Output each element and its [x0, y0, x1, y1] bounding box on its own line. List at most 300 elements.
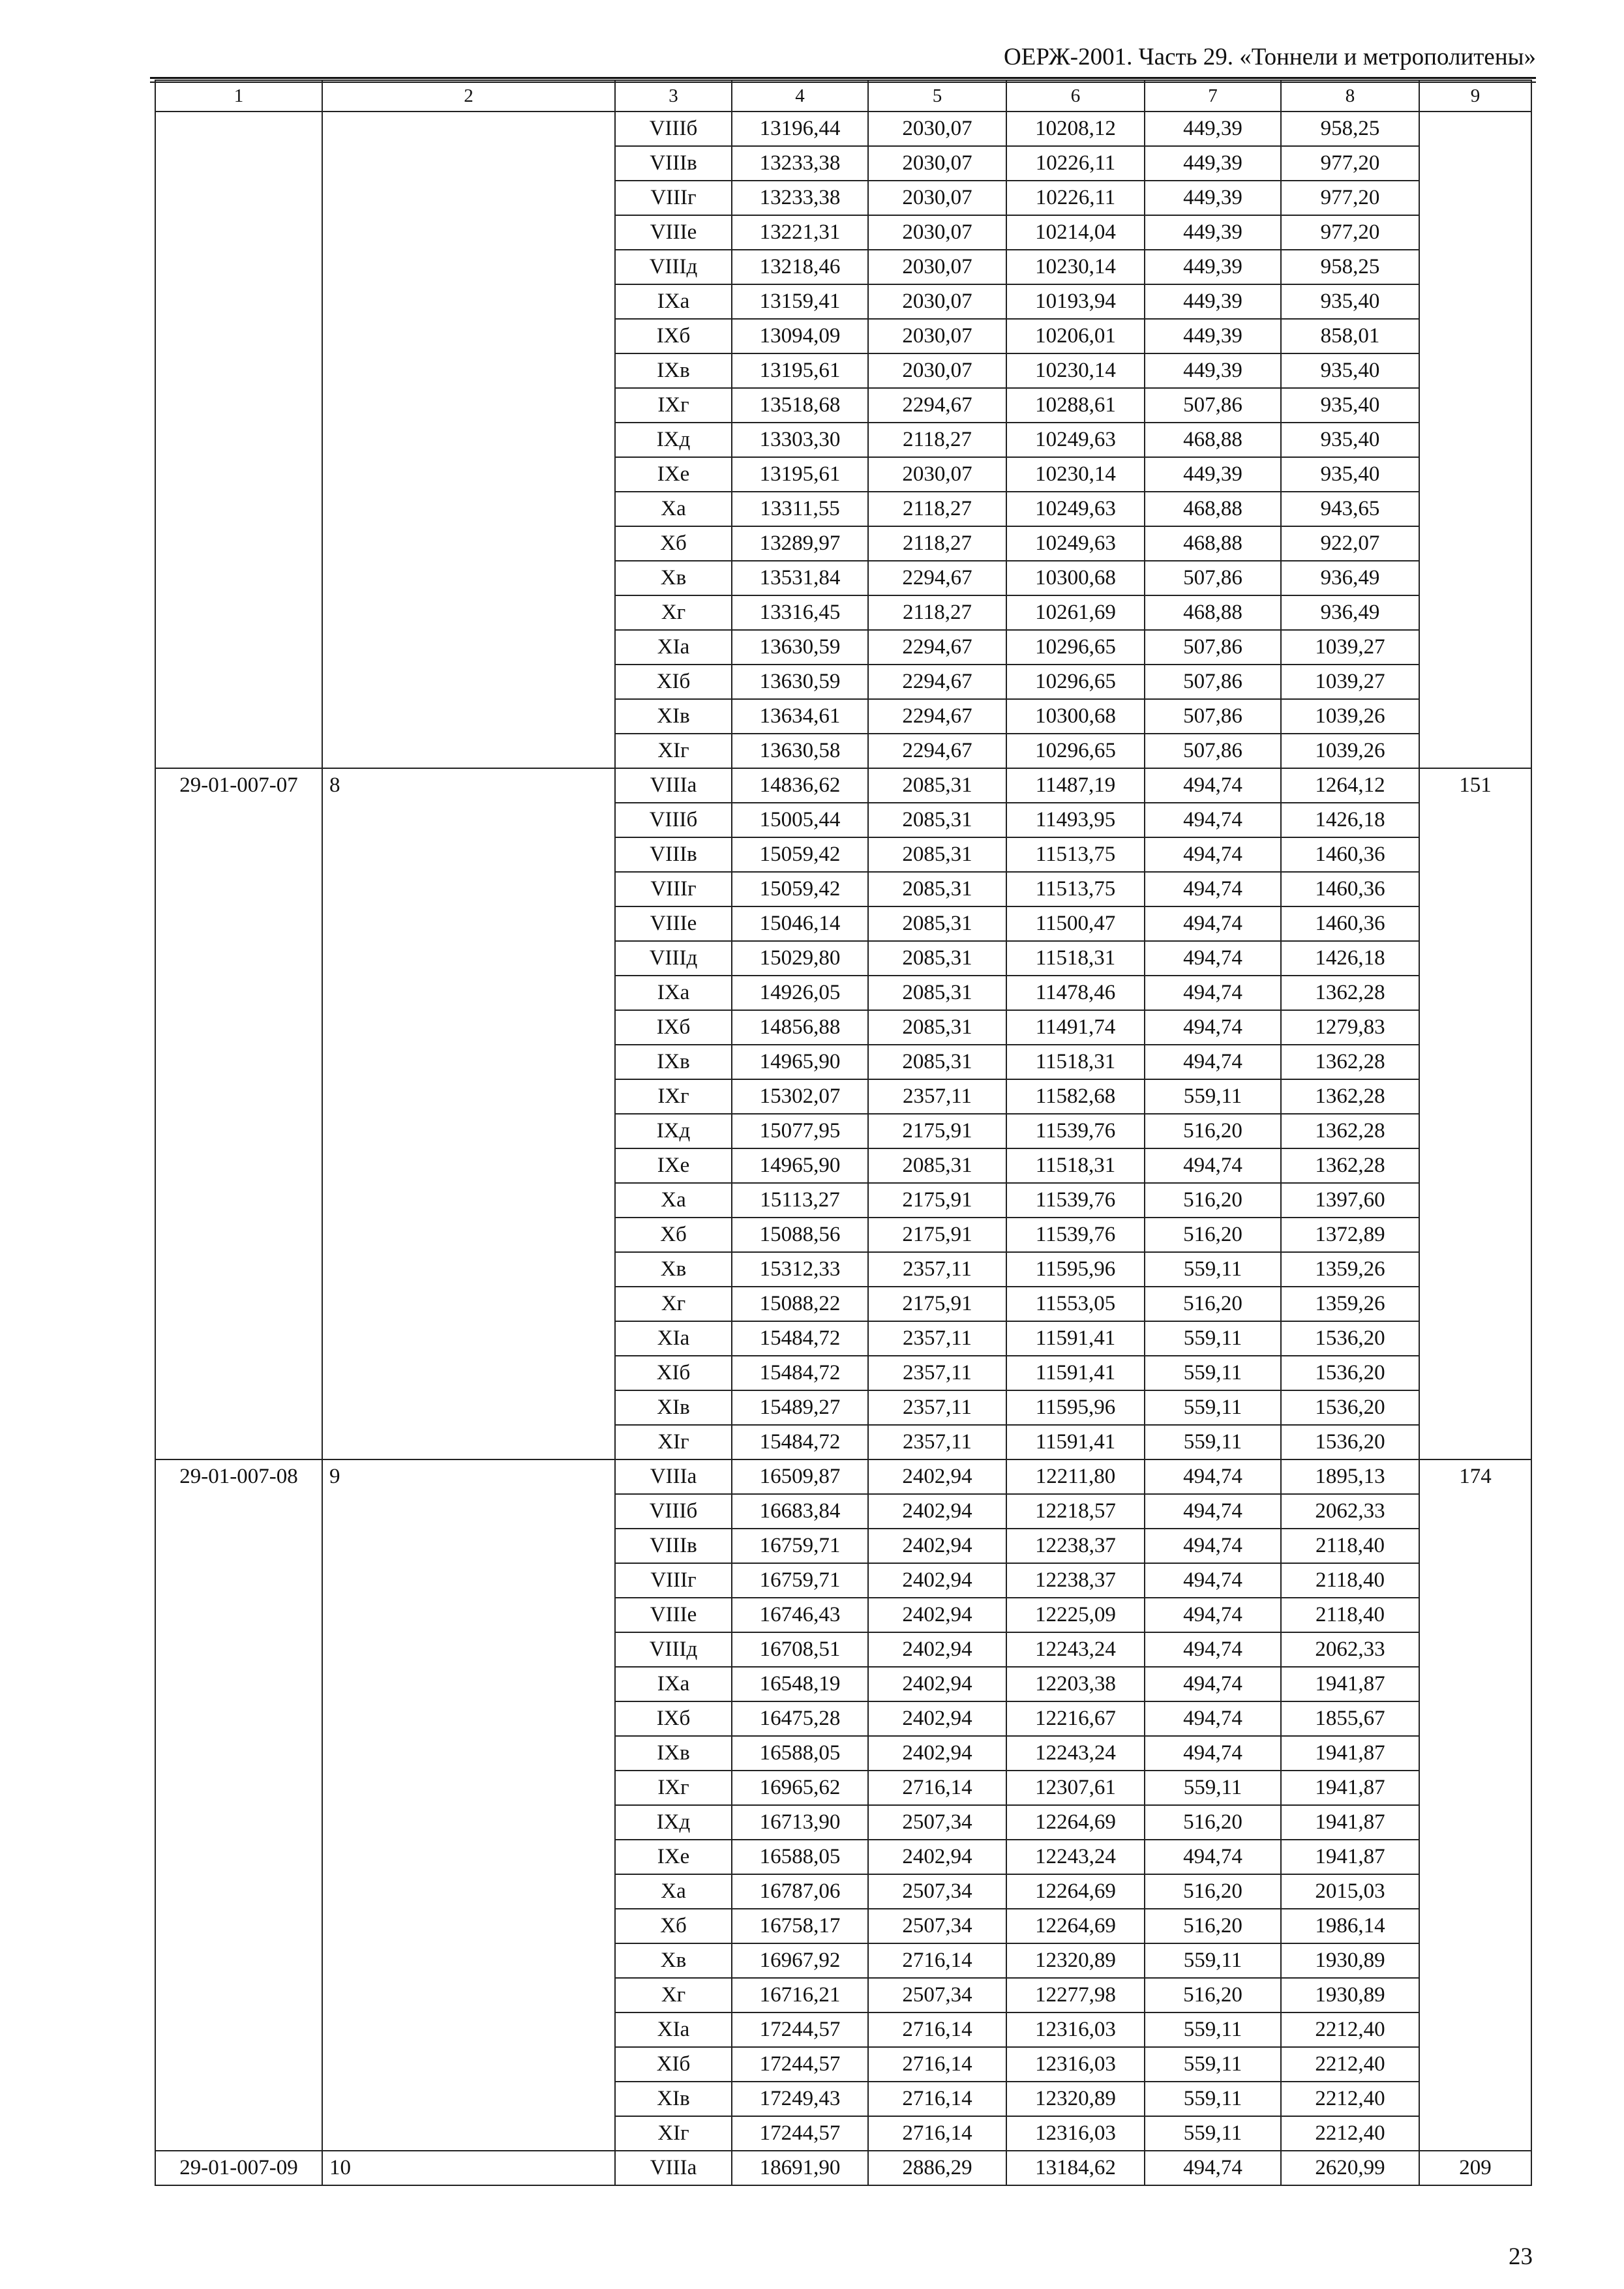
column-number: 1 [155, 80, 322, 112]
cell-wages: 2357,11 [868, 1390, 1006, 1425]
cell-machine-cost: 11513,75 [1006, 872, 1145, 906]
cell-machinist-wages: 494,74 [1145, 1598, 1281, 1632]
cell-wages: 2030,07 [868, 112, 1006, 146]
cell-machine-cost: 12238,37 [1006, 1563, 1145, 1598]
cell-total-cost: 15005,44 [732, 803, 868, 837]
cell-class: XIб [615, 665, 732, 699]
cell-machine-cost: 10249,63 [1006, 492, 1145, 526]
cell-machine-cost: 11493,95 [1006, 803, 1145, 837]
cell-materials: 1536,20 [1281, 1390, 1419, 1425]
cell-wages: 2402,94 [868, 1736, 1006, 1771]
cell-wages: 2030,07 [868, 146, 1006, 181]
cell-class: Xг [615, 595, 732, 630]
cell-machinist-wages: 449,39 [1145, 353, 1281, 388]
cell-machine-cost: 12277,98 [1006, 1978, 1145, 2012]
cell-total-cost: 16759,71 [732, 1529, 868, 1563]
cell-wages: 2507,34 [868, 1805, 1006, 1840]
cell-machine-cost: 11591,41 [1006, 1425, 1145, 1459]
table-row [155, 1459, 1531, 1494]
cell-total-cost: 15059,42 [732, 872, 868, 906]
cell-materials: 922,07 [1281, 526, 1419, 561]
column-number-row [155, 80, 1531, 112]
cell-total-cost: 14965,90 [732, 1045, 868, 1079]
column-number: 7 [1145, 80, 1281, 112]
cell-machinist-wages: 494,74 [1145, 1148, 1281, 1183]
cell-wages: 2085,31 [868, 837, 1006, 872]
cell-wages: 2175,91 [868, 1218, 1006, 1252]
cell-machinist-wages: 559,11 [1145, 2116, 1281, 2151]
cell-machinist-wages: 494,74 [1145, 1736, 1281, 1771]
cell-machine-cost: 12243,24 [1006, 1840, 1145, 1874]
cell-wages: 2357,11 [868, 1356, 1006, 1390]
cell-materials: 2212,40 [1281, 2082, 1419, 2116]
cell-total-cost: 15484,72 [732, 1321, 868, 1356]
cell-class: IXв [615, 1736, 732, 1771]
cell-machine-cost: 10249,63 [1006, 526, 1145, 561]
cell-total-cost: 17249,43 [732, 2082, 868, 2116]
cell-total-cost: 13233,38 [732, 181, 868, 215]
cell-machine-cost: 11518,31 [1006, 941, 1145, 976]
page-header [150, 38, 1536, 77]
cell-machine-cost: 10193,94 [1006, 284, 1145, 319]
cell-wages: 2357,11 [868, 1252, 1006, 1287]
cell-machine-cost: 10300,68 [1006, 561, 1145, 595]
cell-total-cost: 16716,21 [732, 1978, 868, 2012]
cell-machinist-wages: 507,86 [1145, 388, 1281, 423]
cell-wages: 2085,31 [868, 976, 1006, 1010]
cell-machine-cost: 11478,46 [1006, 976, 1145, 1010]
cell-total-cost: 13634,61 [732, 699, 868, 734]
cell-class: IXг [615, 388, 732, 423]
cell-wages: 2507,34 [868, 1874, 1006, 1909]
cell-class: VIIIд [615, 941, 732, 976]
cell-total-cost: 17244,57 [732, 2012, 868, 2047]
cell-machinist-wages: 559,11 [1145, 2012, 1281, 2047]
cell-machine-cost: 12320,89 [1006, 2082, 1145, 2116]
cell-total-cost: 16746,43 [732, 1598, 868, 1632]
cell-machinist-wages: 449,39 [1145, 215, 1281, 250]
cell-total-cost: 13221,31 [732, 215, 868, 250]
document-title: ОЕРЖ-2001. Часть 29. «Тоннели и метрополитены» [1004, 44, 1536, 70]
cell-machinist-wages: 449,39 [1145, 112, 1281, 146]
cell-machinist-wages: 494,74 [1145, 1459, 1281, 1494]
cell-total-cost: 16759,71 [732, 1563, 868, 1598]
cell-wages: 2030,07 [868, 215, 1006, 250]
cell-materials: 936,49 [1281, 561, 1419, 595]
cell-class: XIа [615, 2012, 732, 2047]
cell-class: Xа [615, 492, 732, 526]
cell-machine-cost: 12238,37 [1006, 1529, 1145, 1563]
cell-machinist-wages: 559,11 [1145, 1425, 1281, 1459]
cell-materials: 1941,87 [1281, 1736, 1419, 1771]
cell-materials: 1039,27 [1281, 630, 1419, 665]
cell-materials: 1986,14 [1281, 1909, 1419, 1943]
cell-total-cost: 15046,14 [732, 906, 868, 941]
cell-wages: 2030,07 [868, 250, 1006, 284]
cell-machinist-wages: 559,11 [1145, 2047, 1281, 2082]
cell-machinist-wages: 559,11 [1145, 1321, 1281, 1356]
cell-machinist-wages: 494,74 [1145, 1045, 1281, 1079]
column-number: 5 [868, 80, 1006, 112]
cell-machine-cost: 11518,31 [1006, 1045, 1145, 1079]
cell-wages: 2402,94 [868, 1563, 1006, 1598]
cell-wages: 2294,67 [868, 734, 1006, 768]
cell-wages: 2085,31 [868, 768, 1006, 803]
cell-materials: 1460,36 [1281, 906, 1419, 941]
cell-materials: 936,49 [1281, 595, 1419, 630]
cell-materials: 2620,99 [1281, 2151, 1419, 2185]
cell-materials: 1426,18 [1281, 803, 1419, 837]
cell-wages: 2402,94 [868, 1529, 1006, 1563]
cell-machinist-wages: 494,74 [1145, 1632, 1281, 1667]
cell-total-cost: 13195,61 [732, 353, 868, 388]
cell-materials: 1362,28 [1281, 1114, 1419, 1148]
cell-wages: 2085,31 [868, 941, 1006, 976]
cell-wages: 2030,07 [868, 319, 1006, 353]
table-body [155, 80, 1531, 2185]
cell-machinist-wages: 516,20 [1145, 1874, 1281, 1909]
cell-class: XIг [615, 734, 732, 768]
cell-class: IXд [615, 423, 732, 457]
cell-class: IXе [615, 1148, 732, 1183]
cell-total-cost: 16787,06 [732, 1874, 868, 1909]
cell-machine-cost: 10296,65 [1006, 665, 1145, 699]
cell-materials: 1536,20 [1281, 1425, 1419, 1459]
cell-machinist-wages: 494,74 [1145, 941, 1281, 976]
cell-machine-cost: 10261,69 [1006, 595, 1145, 630]
cell-wages: 2085,31 [868, 803, 1006, 837]
cell-machine-cost: 11500,47 [1006, 906, 1145, 941]
cell-wages: 2716,14 [868, 1943, 1006, 1978]
cell-machinist-wages: 494,74 [1145, 1529, 1281, 1563]
cell-materials: 858,01 [1281, 319, 1419, 353]
cell-wages: 2507,34 [868, 1909, 1006, 1943]
cell-class: VIIIд [615, 1632, 732, 1667]
cell-materials: 1536,20 [1281, 1356, 1419, 1390]
cell-class: Xв [615, 1943, 732, 1978]
cell-class: IXг [615, 1079, 732, 1114]
cell-materials: 935,40 [1281, 388, 1419, 423]
cell-wages: 2357,11 [868, 1321, 1006, 1356]
cell-total-cost: 17244,57 [732, 2116, 868, 2151]
cell-wages: 2294,67 [868, 388, 1006, 423]
cell-total-cost: 16967,92 [732, 1943, 868, 1978]
cell-class: Xг [615, 1978, 732, 2012]
cell-materials: 958,25 [1281, 250, 1419, 284]
cell-materials: 2118,40 [1281, 1598, 1419, 1632]
cell-machinist-wages: 516,20 [1145, 1218, 1281, 1252]
cell-total-cost: 16713,90 [732, 1805, 868, 1840]
price-table [155, 80, 1532, 2186]
cell-wages: 2030,07 [868, 457, 1006, 492]
cell-materials: 1855,67 [1281, 1701, 1419, 1736]
cell-wages: 2175,91 [868, 1287, 1006, 1321]
cell-machinist-wages: 559,11 [1145, 1943, 1281, 1978]
cell-class: VIIIг [615, 872, 732, 906]
cell-wages: 2085,31 [868, 872, 1006, 906]
cell-wages: 2294,67 [868, 699, 1006, 734]
cell-total-cost: 13518,68 [732, 388, 868, 423]
cell-class: XIг [615, 1425, 732, 1459]
cell-machinist-wages: 449,39 [1145, 181, 1281, 215]
cell-materials: 1426,18 [1281, 941, 1419, 976]
cell-total-cost: 13531,84 [732, 561, 868, 595]
cell-materials: 1941,87 [1281, 1771, 1419, 1805]
cell-materials: 1359,26 [1281, 1287, 1419, 1321]
cell-materials: 2062,33 [1281, 1632, 1419, 1667]
cell-class: IXд [615, 1805, 732, 1840]
cell-total-cost: 14926,05 [732, 976, 868, 1010]
cell-total-cost: 15302,07 [732, 1079, 868, 1114]
cell-wages: 2402,94 [868, 1840, 1006, 1874]
cell-machinist-wages: 468,88 [1145, 492, 1281, 526]
cell-total-cost: 13233,38 [732, 146, 868, 181]
cell-machinist-wages: 516,20 [1145, 1978, 1281, 2012]
cell-machinist-wages: 559,11 [1145, 1079, 1281, 1114]
cell-machine-cost: 12316,03 [1006, 2047, 1145, 2082]
cell-machinist-wages: 494,74 [1145, 1010, 1281, 1045]
cell-total-cost: 16758,17 [732, 1909, 868, 1943]
cell-wages: 2507,34 [868, 1978, 1006, 2012]
column-number: 6 [1006, 80, 1145, 112]
cell-machine-cost: 10230,14 [1006, 353, 1145, 388]
cell-wages: 2085,31 [868, 1148, 1006, 1183]
cell-wages: 2118,27 [868, 492, 1006, 526]
cell-class: VIIIв [615, 146, 732, 181]
cell-machine-cost: 12264,69 [1006, 1909, 1145, 1943]
column-number: 9 [1419, 80, 1531, 112]
cell-wages: 2030,07 [868, 353, 1006, 388]
cell-machine-cost: 12316,03 [1006, 2012, 1145, 2047]
cell-machine-cost: 11487,19 [1006, 768, 1145, 803]
cell-machine-cost: 10300,68 [1006, 699, 1145, 734]
cell-machinist-wages: 516,20 [1145, 1805, 1281, 1840]
cell-machine-cost: 11553,05 [1006, 1287, 1145, 1321]
cell-machinist-wages: 507,86 [1145, 561, 1281, 595]
cell-machinist-wages: 559,11 [1145, 1356, 1281, 1390]
cell-materials: 2118,40 [1281, 1563, 1419, 1598]
cell-machine-cost: 10230,14 [1006, 457, 1145, 492]
cell-class: VIIIд [615, 250, 732, 284]
cell-wages: 2118,27 [868, 423, 1006, 457]
cell-class: IXб [615, 1010, 732, 1045]
cell-machine-cost: 10208,12 [1006, 112, 1145, 146]
cell-materials: 1941,87 [1281, 1667, 1419, 1701]
cell-machinist-wages: 494,74 [1145, 1667, 1281, 1701]
cell-materials: 977,20 [1281, 181, 1419, 215]
cell-machinist-wages: 507,86 [1145, 630, 1281, 665]
cell-total-cost: 15113,27 [732, 1183, 868, 1218]
cell-machinist-wages: 516,20 [1145, 1114, 1281, 1148]
cell-machine-cost: 11539,76 [1006, 1218, 1145, 1252]
cell-total-cost: 15029,80 [732, 941, 868, 976]
cell-machinist-wages: 449,39 [1145, 250, 1281, 284]
cell-machine-cost: 12320,89 [1006, 1943, 1145, 1978]
cell-materials: 1359,26 [1281, 1252, 1419, 1287]
cell-wages: 2294,67 [868, 630, 1006, 665]
cell-wages: 2716,14 [868, 2082, 1006, 2116]
cell-total-cost: 13630,58 [732, 734, 868, 768]
cell-materials: 958,25 [1281, 112, 1419, 146]
cell-class: VIIIе [615, 215, 732, 250]
cell-machine-cost: 10230,14 [1006, 250, 1145, 284]
cell-wages: 2085,31 [868, 906, 1006, 941]
cell-class: Xв [615, 561, 732, 595]
cell-wages: 2118,27 [868, 595, 1006, 630]
cell-class: IXб [615, 319, 732, 353]
cell-wages: 2357,11 [868, 1079, 1006, 1114]
cell-materials: 1397,60 [1281, 1183, 1419, 1218]
cell-materials: 1941,87 [1281, 1840, 1419, 1874]
cell-total-cost: 13159,41 [732, 284, 868, 319]
cell-total-cost: 15088,22 [732, 1287, 868, 1321]
rate-price: 174 [1419, 1459, 1531, 2151]
cell-wages: 2402,94 [868, 1494, 1006, 1529]
cell-machinist-wages: 494,74 [1145, 803, 1281, 837]
cell-class: IXг [615, 1771, 732, 1805]
cell-total-cost: 13094,09 [732, 319, 868, 353]
cell-total-cost: 13630,59 [732, 665, 868, 699]
cell-wages: 2402,94 [868, 1632, 1006, 1667]
cell-class: VIIIа [615, 2151, 732, 2185]
cell-materials: 1362,28 [1281, 1079, 1419, 1114]
cell-total-cost: 13196,44 [732, 112, 868, 146]
cell-total-cost: 15059,42 [732, 837, 868, 872]
column-number: 4 [732, 80, 868, 112]
cell-class: VIIIб [615, 803, 732, 837]
cell-machinist-wages: 494,74 [1145, 768, 1281, 803]
cell-class: IXв [615, 1045, 732, 1079]
cell-machinist-wages: 449,39 [1145, 319, 1281, 353]
cell-materials: 2212,40 [1281, 2047, 1419, 2082]
cell-machine-cost: 10296,65 [1006, 734, 1145, 768]
cell-total-cost: 16588,05 [732, 1736, 868, 1771]
cell-machinist-wages: 494,74 [1145, 1563, 1281, 1598]
cell-class: Xб [615, 1909, 732, 1943]
cell-materials: 935,40 [1281, 457, 1419, 492]
cell-class: Xв [615, 1252, 732, 1287]
cell-materials: 943,65 [1281, 492, 1419, 526]
cell-wages: 2357,11 [868, 1425, 1006, 1459]
cell-class: XIа [615, 1321, 732, 1356]
cell-total-cost: 13195,61 [732, 457, 868, 492]
cell-machinist-wages: 494,74 [1145, 976, 1281, 1010]
cell-total-cost: 15484,72 [732, 1425, 868, 1459]
cell-machine-cost: 12225,09 [1006, 1598, 1145, 1632]
cell-machinist-wages: 449,39 [1145, 457, 1281, 492]
cell-class: XIв [615, 699, 732, 734]
cell-machine-cost: 11513,75 [1006, 837, 1145, 872]
cell-class: Xа [615, 1183, 732, 1218]
cell-machine-cost: 12211,80 [1006, 1459, 1145, 1494]
cell-class: Xа [615, 1874, 732, 1909]
cell-machinist-wages: 494,74 [1145, 837, 1281, 872]
cell-class: XIб [615, 1356, 732, 1390]
cell-class: IXа [615, 976, 732, 1010]
table-row [155, 768, 1531, 803]
cell-class: XIа [615, 630, 732, 665]
cell-class: VIIIе [615, 906, 732, 941]
cell-machinist-wages: 468,88 [1145, 526, 1281, 561]
cell-materials: 1460,36 [1281, 837, 1419, 872]
cell-machinist-wages: 559,11 [1145, 1390, 1281, 1425]
cell-total-cost: 13303,30 [732, 423, 868, 457]
cell-total-cost: 16509,87 [732, 1459, 868, 1494]
cell-machinist-wages: 516,20 [1145, 1183, 1281, 1218]
cell-class: XIв [615, 1390, 732, 1425]
rate-number: 8 [322, 768, 615, 1459]
cell-wages: 2085,31 [868, 1045, 1006, 1079]
cell-machinist-wages: 559,11 [1145, 2082, 1281, 2116]
cell-machinist-wages: 449,39 [1145, 284, 1281, 319]
cell-total-cost: 14965,90 [732, 1148, 868, 1183]
cell-machine-cost: 11595,96 [1006, 1252, 1145, 1287]
cell-materials: 1362,28 [1281, 1045, 1419, 1079]
cell-total-cost: 13289,97 [732, 526, 868, 561]
cell-materials: 2212,40 [1281, 2012, 1419, 2047]
cell-machine-cost: 10249,63 [1006, 423, 1145, 457]
cell-materials: 2062,33 [1281, 1494, 1419, 1529]
cell-total-cost: 14856,88 [732, 1010, 868, 1045]
cell-materials: 1372,89 [1281, 1218, 1419, 1252]
cell-class: IXе [615, 457, 732, 492]
cell-class: VIIIа [615, 1459, 732, 1494]
cell-class: Xб [615, 1218, 732, 1252]
cell-wages: 2030,07 [868, 284, 1006, 319]
cell-wages: 2886,29 [868, 2151, 1006, 2185]
cell-class: IXв [615, 353, 732, 388]
cell-machinist-wages: 507,86 [1145, 734, 1281, 768]
cell-machinist-wages: 494,74 [1145, 1840, 1281, 1874]
cell-materials: 1039,26 [1281, 734, 1419, 768]
cell-materials: 977,20 [1281, 146, 1419, 181]
cell-class: VIIIе [615, 1598, 732, 1632]
rate-price: 209 [1419, 2151, 1531, 2185]
cell-materials: 935,40 [1281, 353, 1419, 388]
cell-class: IXб [615, 1701, 732, 1736]
cell-machine-cost: 10214,04 [1006, 215, 1145, 250]
cell-wages: 2402,94 [868, 1598, 1006, 1632]
cell-machinist-wages: 516,20 [1145, 1287, 1281, 1321]
cell-machine-cost: 12264,69 [1006, 1805, 1145, 1840]
cell-total-cost: 13630,59 [732, 630, 868, 665]
cell-materials: 1279,83 [1281, 1010, 1419, 1045]
cell-total-cost: 14836,62 [732, 768, 868, 803]
cell-total-cost: 16965,62 [732, 1771, 868, 1805]
header-rule [150, 77, 1536, 79]
cell-total-cost: 15312,33 [732, 1252, 868, 1287]
cell-machinist-wages: 507,86 [1145, 665, 1281, 699]
cell-machine-cost: 11591,41 [1006, 1321, 1145, 1356]
cell-class: XIб [615, 2047, 732, 2082]
cell-machine-cost: 11518,31 [1006, 1148, 1145, 1183]
cell-machinist-wages: 494,74 [1145, 1494, 1281, 1529]
cell-machinist-wages: 559,11 [1145, 1771, 1281, 1805]
cell-materials: 1460,36 [1281, 872, 1419, 906]
cell-materials: 1362,28 [1281, 976, 1419, 1010]
table-row [155, 112, 1531, 146]
cell-materials: 2015,03 [1281, 1874, 1419, 1909]
cell-class: IXе [615, 1840, 732, 1874]
cell-wages: 2294,67 [868, 561, 1006, 595]
cell-wages: 2716,14 [868, 1771, 1006, 1805]
rate-number [322, 112, 615, 768]
cell-machine-cost: 12264,69 [1006, 1874, 1145, 1909]
cell-machine-cost: 12243,24 [1006, 1736, 1145, 1771]
cell-machinist-wages: 468,88 [1145, 595, 1281, 630]
cell-materials: 1039,26 [1281, 699, 1419, 734]
cell-materials: 1536,20 [1281, 1321, 1419, 1356]
